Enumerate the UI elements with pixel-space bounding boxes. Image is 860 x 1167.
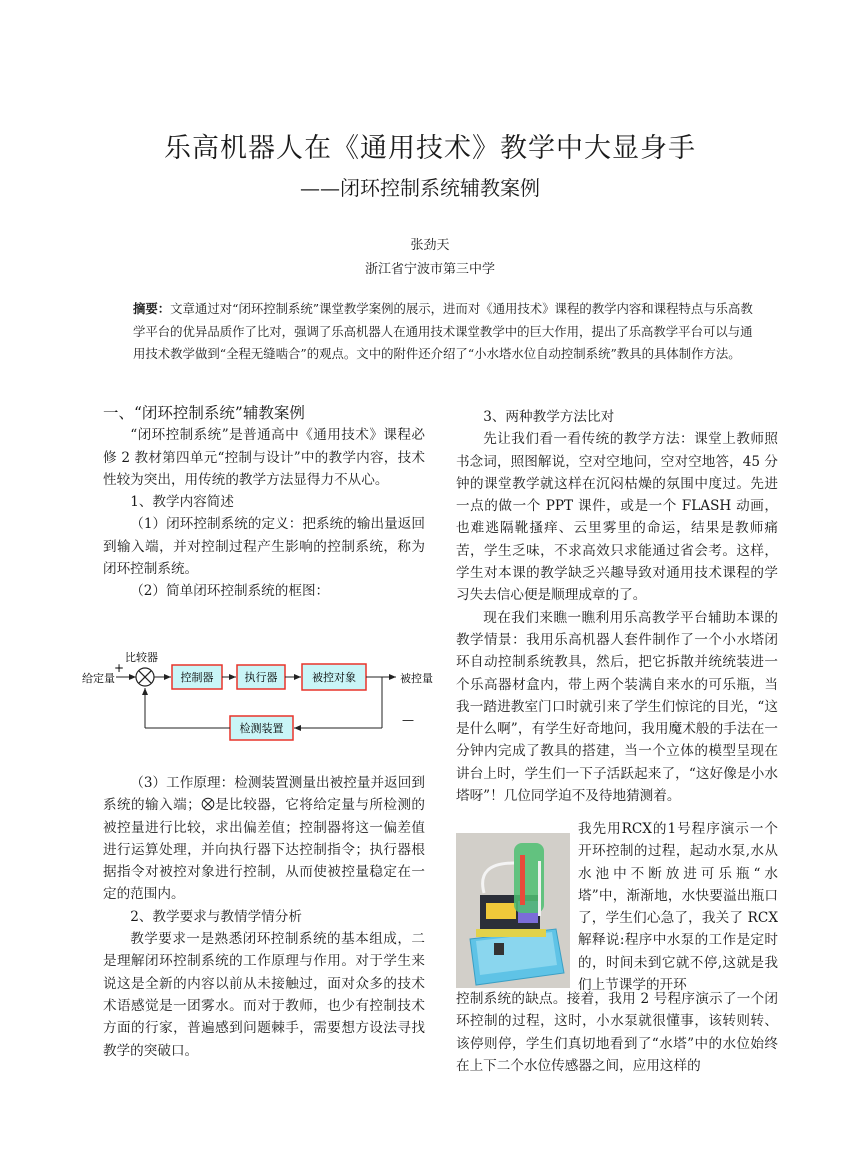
paragraph-working-principle	[103, 772, 425, 906]
paragraph: 教学要求一是熟悉闭环控制系统的基本组成，二是理解闭环控制系统的工作原理与作用。对于学生来说这是全新的内容以前从未接触过，面对众多的技术术语感觉是一团雾水。而对于教师，也少有控制技术方面的行家，普遍感到问题棘手，需要想方设法寻找教学的突破口。	[103, 931, 425, 1059]
plus-sign: +	[114, 661, 125, 675]
wrapped-paragraph	[578, 818, 778, 996]
input-label: 给定量	[82, 672, 115, 685]
paragraph: 现在我们来瞧一瞧利用乐高教学平台辅助本课的教学情景：我用乐高机器人套件制作了一个小水塔闭环自动控制系统教具，然后，把它拆散并统统装进一个乐高器材盒内，带上两个装满自来水的可乐瓶，当我一踏进教室门口时就引来了学生们惊诧的目光，“这是什么啊”，有学生好奇地问，我用魔术般的手法在一分钟内完成了教具的搭建，当一个立体的模型呈现在讲台上时，学生们一下子活跃起来了，“这好像是小水塔呀”！几位同学迫不及待地猜测着。	[456, 609, 778, 805]
controller-label: 控制器	[180, 671, 214, 684]
paragraph: 先让我们看一看传统的教学方法：课堂上教师照书念词，照图解说，空对空地问，空对空地答，45 分钟的课堂教学就这样在沉闷枯燥的氛围中度过。先进一点的做一个 PPT 课件，或是一个 FLASH 动画，也难逃隔靴搔痒、云里雾里的命运，结果是教师痛苦，学生乏味，不求高效只求能通过省会考。这样，学生对本课的教学缺乏兴趣导致对通用技术课程的学习失去信心便是顺理成章的了。	[456, 431, 778, 604]
abstract-text: 文章通过对“闭环控制系统”课堂教学案例的展示，进而对《通用技术》课程的教学内容和课程特点与乐高教学平台的优异品质作了比对，强调了乐高机器人在通用技术课堂教学中的巨大作用，提出了乐高教学平台可以与通用技术教学做到“全程无缝啮合”的观点。文中的附件还介绍了“小水塔水位自动控制系统”教具的具体制作方法。	[133, 301, 753, 362]
abstract	[133, 298, 761, 366]
paragraph: 控制系统的缺点。接着，我用 2 号程序演示了一个闭环控制的过程，这时，小水泵就很懂事，该转则转、该停则停，学生们真切地看到了“水塔”中的水位始终在上下二个水位传感器之间，应用这样的	[456, 991, 778, 1074]
paragraph: （2）简单闭环控制系统的框图：	[130, 583, 330, 600]
actuator-label: 执行器	[244, 671, 278, 684]
left-column-top	[103, 402, 425, 603]
author-name: 张劲天	[410, 238, 450, 253]
closed-loop-block-diagram	[80, 648, 440, 748]
page-title: 乐高机器人在《通用技术》教学中大显身手	[164, 133, 696, 164]
plant-label: 被控对象	[312, 671, 356, 684]
right-column	[456, 406, 778, 807]
comparator-label: 比较器	[125, 651, 158, 664]
paragraph-text: （3）工作原理：检测装置测量出被控量并返回到系统的输入端；	[103, 775, 425, 814]
abstract-label: 摘要：	[133, 301, 171, 316]
author-affiliation: 浙江省宁波市第三中学	[364, 262, 495, 277]
water-tower-model-photo	[456, 833, 570, 988]
page-subtitle: ——闭环控制系统辅教案例	[300, 176, 540, 200]
sensor-label: 检测装置	[239, 722, 284, 735]
paragraph: 我先用RCX的1号程序演示一个开环控制的过程，起动水泵,水从水池中不断放进可乐瓶“水塔”中，渐渐地，水快要溢出瓶口了，学生们心急了，我关了 RCX 解释说:程序中水泵的工作是定时的，时间未到它就不停,这就是我们上节课学的开环	[578, 821, 778, 994]
paragraph-continued	[456, 988, 778, 1077]
output-label: 被控量	[400, 672, 433, 685]
subheading-3: 3、两种教学方法比对	[483, 409, 615, 425]
section-heading-1: 一、“闭环控制系统”辅教案例	[103, 404, 305, 422]
comparator-symbol	[136, 668, 154, 686]
subheading-1: 1、教学内容简述	[130, 494, 234, 511]
paragraph-text: 是比较器，它将给定量与所检测的被控量进行比较，求出偏差值；控制器将这一偏差值进行运算处理，并向执行器下达控制指令；执行器根据指令对被控对象进行控制，从而使被控量稳定在一定的范围内。	[103, 797, 426, 903]
paragraph: “闭环控制系统”是普通高中《通用技术》课程必修 2 教材第四单元“控制与设计”中的教学内容，技术性较为突出，用传统的教学方法显得力不从心。	[103, 427, 425, 488]
left-column-bottom	[103, 772, 425, 1062]
paragraph: （1）闭环控制系统的定义：把系统的输出量返回到输入端，并对控制过程产生影响的控制系统，称为闭环控制系统。	[103, 516, 425, 578]
minus-sign: —	[402, 713, 414, 727]
comparator-inline-icon	[201, 797, 215, 811]
subheading-2: 2、教学要求与教情学情分析	[130, 908, 302, 925]
